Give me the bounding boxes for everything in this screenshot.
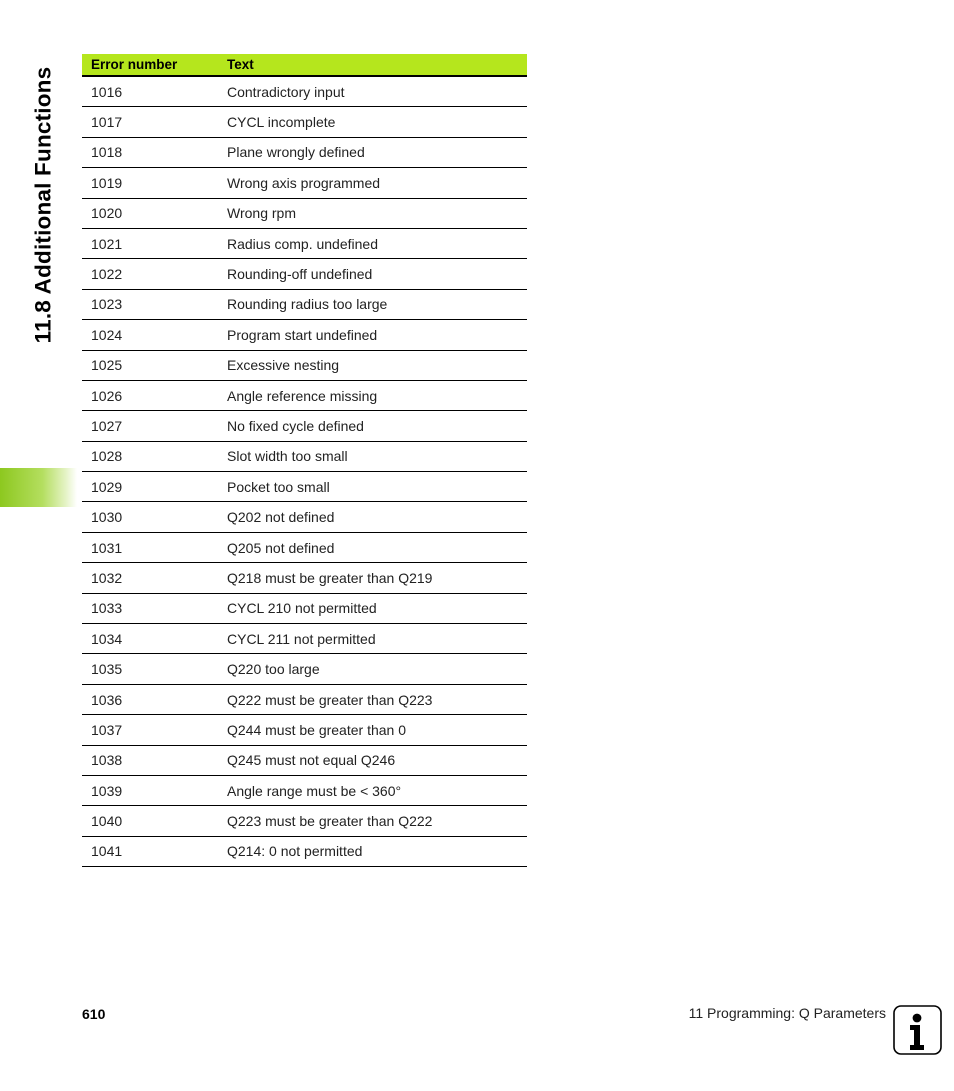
error-number-cell: 1039 <box>82 775 227 805</box>
error-number-cell: 1033 <box>82 593 227 623</box>
error-text-cell: CYCL 211 not permitted <box>227 624 527 654</box>
error-text-cell: Wrong axis programmed <box>227 168 527 198</box>
error-number-cell: 1030 <box>82 502 227 532</box>
error-text-cell: CYCL incomplete <box>227 107 527 137</box>
error-text-cell: Wrong rpm <box>227 198 527 228</box>
table-row <box>82 684 527 714</box>
error-number-cell: 1018 <box>82 137 227 167</box>
section-title-text: 11.8 Additional Functions <box>30 66 56 344</box>
error-text-cell: Rounding-off undefined <box>227 259 527 289</box>
table-row <box>82 168 527 198</box>
table-row <box>82 350 527 380</box>
table-row <box>82 502 527 532</box>
error-number-cell: 1029 <box>82 472 227 502</box>
table-row <box>82 320 527 350</box>
error-number-cell: 1036 <box>82 684 227 714</box>
table-header-row <box>82 54 527 76</box>
error-text-cell: Q244 must be greater than 0 <box>227 715 527 745</box>
section-title <box>25 52 61 358</box>
table-row <box>82 76 527 107</box>
error-text-cell: Q245 must not equal Q246 <box>227 745 527 775</box>
error-number-cell: 1028 <box>82 441 227 471</box>
error-text-cell: Q214: 0 not permitted <box>227 836 527 866</box>
error-number-cell: 1038 <box>82 745 227 775</box>
table-body <box>82 76 527 867</box>
header-text: Text <box>227 54 527 76</box>
table-row <box>82 411 527 441</box>
error-number-cell: 1023 <box>82 289 227 319</box>
table-row <box>82 441 527 471</box>
error-number-cell: 1022 <box>82 259 227 289</box>
table-row <box>82 745 527 775</box>
table-row <box>82 228 527 258</box>
error-text-cell: Q222 must be greater than Q223 <box>227 684 527 714</box>
table-row <box>82 775 527 805</box>
error-number-cell: 1031 <box>82 532 227 562</box>
error-text-cell: Program start undefined <box>227 320 527 350</box>
table-row <box>82 137 527 167</box>
chapter-title: 11 Programming: Q Parameters <box>688 1005 886 1021</box>
error-text-cell: Radius comp. undefined <box>227 228 527 258</box>
error-number-cell: 1017 <box>82 107 227 137</box>
error-number-cell: 1020 <box>82 198 227 228</box>
error-text-cell: Plane wrongly defined <box>227 137 527 167</box>
error-text-cell: Slot width too small <box>227 441 527 471</box>
error-number-cell: 1024 <box>82 320 227 350</box>
table-row <box>82 472 527 502</box>
error-number-cell: 1034 <box>82 624 227 654</box>
table-row <box>82 654 527 684</box>
error-number-cell: 1037 <box>82 715 227 745</box>
error-number-cell: 1026 <box>82 380 227 410</box>
header-error-number: Error number <box>82 54 227 76</box>
error-text-cell: No fixed cycle defined <box>227 411 527 441</box>
error-number-cell: 1025 <box>82 350 227 380</box>
table-row <box>82 836 527 866</box>
error-text-cell: Q205 not defined <box>227 532 527 562</box>
table-row <box>82 806 527 836</box>
error-text-cell: Contradictory input <box>227 76 527 107</box>
table-row <box>82 715 527 745</box>
error-text-cell: Angle range must be < 360° <box>227 775 527 805</box>
error-text-cell: Pocket too small <box>227 472 527 502</box>
table-row <box>82 380 527 410</box>
error-number-cell: 1027 <box>82 411 227 441</box>
error-number-cell: 1041 <box>82 836 227 866</box>
table-row <box>82 624 527 654</box>
error-text-cell: Angle reference missing <box>227 380 527 410</box>
error-number-cell: 1021 <box>82 228 227 258</box>
table-row <box>82 107 527 137</box>
error-text-cell: Q218 must be greater than Q219 <box>227 563 527 593</box>
error-table <box>82 54 527 867</box>
table-row <box>82 289 527 319</box>
info-icon <box>893 1005 942 1055</box>
error-text-cell: CYCL 210 not permitted <box>227 593 527 623</box>
table-row <box>82 563 527 593</box>
table-row <box>82 593 527 623</box>
table-row <box>82 532 527 562</box>
error-number-cell: 1016 <box>82 76 227 107</box>
error-number-cell: 1035 <box>82 654 227 684</box>
chapter-tab-marker <box>0 468 77 507</box>
page-number: 610 <box>82 1006 106 1022</box>
error-text-cell: Q202 not defined <box>227 502 527 532</box>
error-text-cell: Excessive nesting <box>227 350 527 380</box>
error-number-cell: 1019 <box>82 168 227 198</box>
error-text-cell: Q223 must be greater than Q222 <box>227 806 527 836</box>
error-number-cell: 1032 <box>82 563 227 593</box>
table-row <box>82 259 527 289</box>
error-number-cell: 1040 <box>82 806 227 836</box>
error-text-cell: Rounding radius too large <box>227 289 527 319</box>
error-text-cell: Q220 too large <box>227 654 527 684</box>
table-row <box>82 198 527 228</box>
